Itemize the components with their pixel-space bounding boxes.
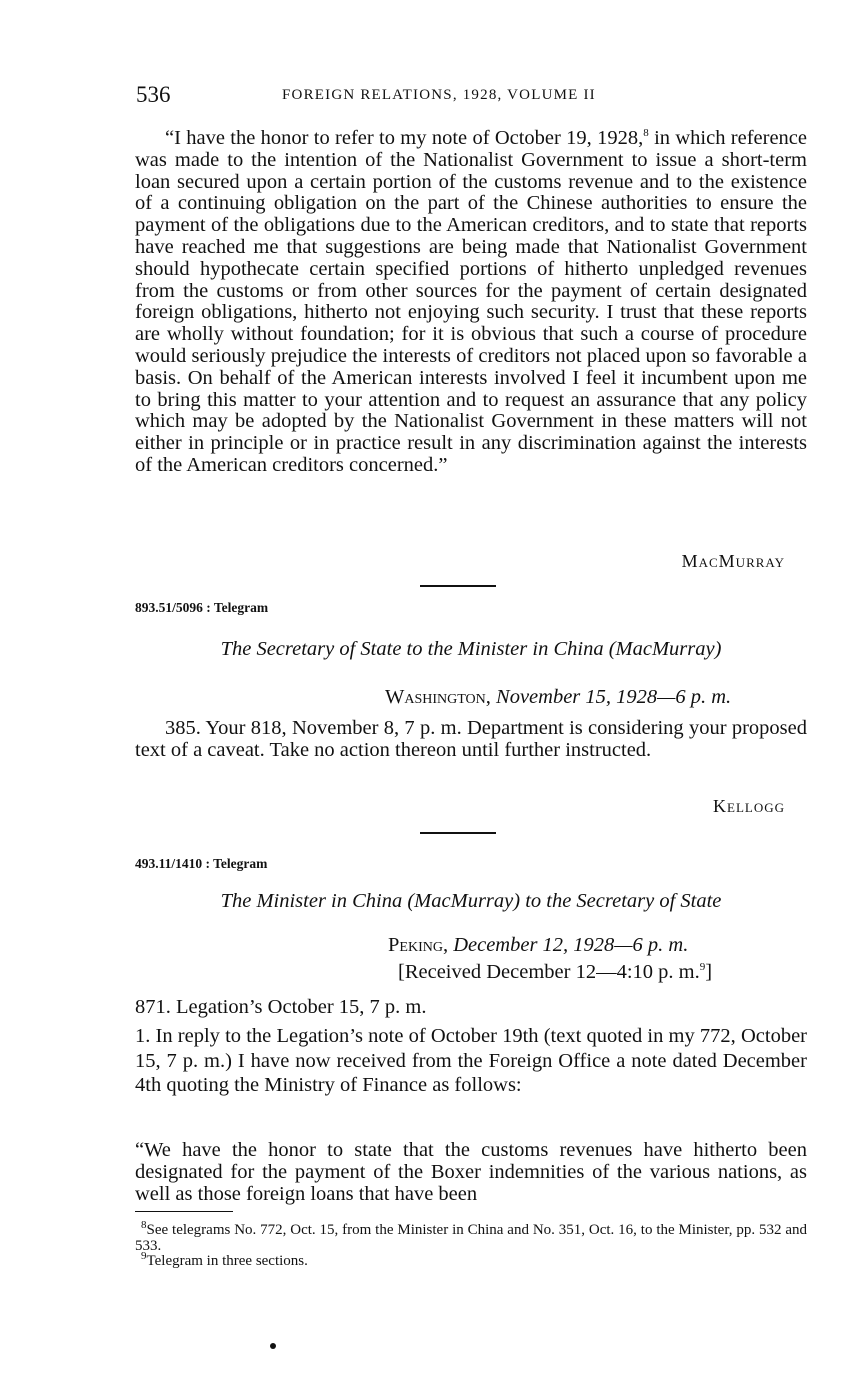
footnote-divider	[135, 1211, 233, 1212]
telegram-paragraph: 871. Legation’s October 15, 7 p. m.	[135, 996, 427, 1018]
running-head: FOREIGN RELATIONS, 1928, VOLUME II	[282, 87, 596, 103]
signature-kellogg: Kellogg	[713, 796, 785, 816]
section-divider	[420, 585, 496, 587]
quoted-note	[135, 128, 807, 477]
dateline-place: Peking,	[388, 934, 449, 956]
document-title: The Secretary of State to the Minister in China (MacMurray)	[220, 638, 722, 660]
quoted-ministry-note: “We have the honor to state that the customs revenues have hitherto been designated for the payment of the Boxer indemnities of the various nations, as well as those foreign loans that have been	[135, 1139, 807, 1205]
dateline	[388, 934, 688, 957]
telegram-text	[135, 997, 807, 1019]
received-line: [Received December 12—4:10 p. m.$^9$]	[398, 961, 713, 983]
dateline-date: December 12, 1928—6 p. m.	[453, 934, 689, 956]
section-divider	[420, 832, 496, 834]
page-mark-dot	[270, 1343, 276, 1349]
file-reference: 893.51/5096 : Telegram	[135, 600, 269, 615]
page-header	[136, 82, 808, 112]
dateline-date: November 15, 1928—6 p. m.	[496, 686, 732, 708]
dateline-place: Washington,	[385, 686, 491, 708]
telegram-text: 385. Your 818, November 8, 7 p. m. Department is considering your proposed text of a caveat. Take no action thereon until further instructed.	[135, 717, 807, 761]
page-number: 536	[136, 82, 171, 107]
footnote-8: $^8$See telegrams No. 772, Oct. 15, from the Minister in China and No. 351, Oct. 16, to the Minister, pp. 532 and 533.	[135, 1219, 807, 1254]
file-reference: 493.11/1410 : Telegram	[135, 856, 268, 871]
dateline	[385, 686, 731, 709]
footnotes	[135, 1219, 807, 1270]
signature-macmurray: MacMurray	[681, 551, 785, 571]
document-title: The Minister in China (MacMurray) to the Secretary of State	[220, 890, 722, 912]
quoted-note-paragraph: “I have the honor to refer to my note of October 19, 1928,$^8$ in which reference was made to the intention of the Nationalist Government to issue a short-term loan secured upon a certain portion of the customs revenue and to the existence of a continuing obligation on the part of the Chinese authorities to ensure the payment of the obligations due to the American creditors, and to state that reports have reached me that suggestions are being made that Nationalist Government should hypothecate certain specified portions of hitherto unpledged revenues from the customs or from other sources for the payment of certain designated foreign obligations, hitherto not enjoying such security. I trust that these reports are wholly without foundation; for it is obvious that such a course of procedure would seriously prejudice the interests of creditors not placed upon so favorable a basis. On behalf of the American interests involved I feel it incumbent upon me to bring this matter to your attention and to request an assurance that any policy which may be adopted by the Nationalist Government in these matters will not either in principle or in practice result in any discrimination against the interests of the American creditors concerned.”	[135, 127, 807, 476]
footnote-ref-9: 9	[699, 961, 706, 974]
telegram-text	[135, 1024, 807, 1098]
footnote-9: $^9$Telegram in three sections.	[141, 1250, 308, 1269]
telegram-paragraph: 1. In reply to the Legation’s note of October 19th (text quoted in my 772, October 15, 7 p. m.) I have now received from the Foreign Office a note dated December 4th quoting the Ministry of Finance as follows:	[135, 1025, 807, 1096]
footnote-ref-8: 8	[643, 127, 649, 140]
